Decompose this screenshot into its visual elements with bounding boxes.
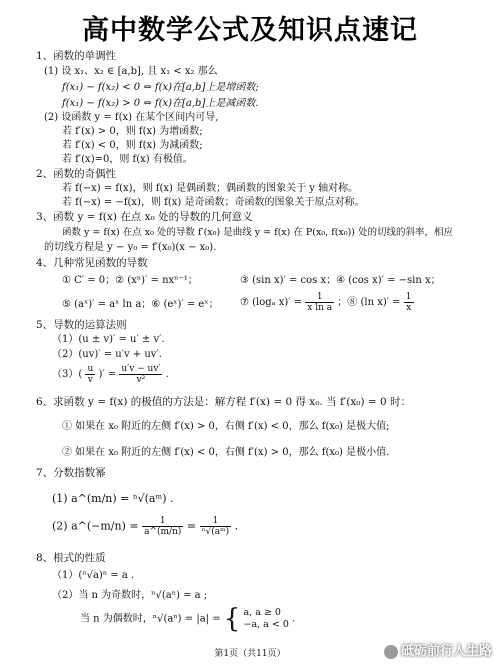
section-5-heading: 5、导数的运算法则 <box>36 319 127 331</box>
s5-line-1: （1）(u ± v)′ = u′ ± v′. <box>52 334 165 345</box>
derivative-formula-3-4: ③ (sin x)′ = cos x；④ (cos x)′ = −sin x； <box>240 275 441 286</box>
s6-line-2: ② 如果在 x₀ 附近的左侧 f′(x) < 0，右侧 f′(x) > 0，那么 f(x₀) 是极小值. <box>62 447 390 458</box>
s7-line-2-equals: = <box>186 519 197 533</box>
s8-line-3-prefix: 当 n 为偶数时，ⁿ√(aⁿ) = |a| = <box>80 613 221 625</box>
cases-brace: { <box>223 604 241 634</box>
s2-line-1: 若 f(−x) = f(x)，则 f(x) 是偶函数；偶函数的图象关于 y 轴对称。 <box>62 183 359 194</box>
formula-8-fraction <box>404 292 414 313</box>
radical-fraction <box>200 516 232 537</box>
negative-exponent-numerator: 1 <box>142 516 183 527</box>
derivative-formula-1-2: ① C′ = 0；② (xⁿ)′ = nxⁿ⁻¹； <box>62 275 198 286</box>
section-2-heading: 2、函数的奇偶性 <box>36 168 117 180</box>
s2-line-2: 若 f(−x) = −f(x)，则 f(x) 是奇函数；奇函数的图象关于原点对称。 <box>62 197 365 208</box>
s5-line-2: （2）(uv)′ = u′v + uv′. <box>52 349 162 360</box>
watermark-text: 砥砺前行人生路 <box>400 644 492 659</box>
derivative-formula-7-8 <box>240 292 414 313</box>
quotient-rule-numerator: u′v − uv′ <box>121 364 161 374</box>
s7-line-2-prefix: (2) a^(−m/n) = <box>52 519 139 533</box>
section-4-heading: 4、几种常见函数的导数 <box>36 257 148 269</box>
watermark-logo-icon <box>384 645 398 659</box>
s8-line-3-end: . <box>292 613 296 625</box>
section-7-heading: 7、分数指数幂 <box>36 467 106 479</box>
s8-line-1: （1）(ⁿ√a)ⁿ = a . <box>52 570 135 581</box>
s3-line-2: 的切线方程是 y − y₀ = f′(x₀)(x − x₀). <box>44 242 217 253</box>
negative-exponent-denominator: a^(m/n) <box>144 527 182 537</box>
formula-7-numerator: 1 <box>305 292 334 303</box>
s1-line-3: f(x₁) − f(x₂) > 0 ⇔ f(x)在[a,b]上是减函数. <box>62 98 259 109</box>
section-6-heading: 6、求函数 y = f(x) 的极值的方法是：解方程 f′(x) = 0 得 x₀. 当 f′(x₀) = 0 时： <box>36 396 412 408</box>
s5-line-3 <box>52 364 169 385</box>
s7-line-1: (1) a^(m/n) = ⁿ√(aᵐ) . <box>52 492 174 505</box>
formula-8-numerator: 1 <box>405 292 412 302</box>
quotient-rule-fraction <box>119 364 162 385</box>
s5-line-3-prefix: （3）( <box>52 369 83 380</box>
radical-numerator: 1 <box>200 516 232 527</box>
quotient-numerator: u <box>87 364 94 374</box>
formula-7-text: ⑦ (logₐ x)′ = <box>240 297 303 308</box>
s5-line-3-mid: )′ = <box>98 369 117 380</box>
page-footer: 第1页（共11页） <box>214 649 286 659</box>
s8-line-2: （2）当 n 为奇数时，ⁿ√(aⁿ) = a ; <box>52 590 208 601</box>
quotient-denominator: v <box>87 375 93 385</box>
case-negative: −a, a < 0 <box>243 619 289 630</box>
formula-7-fraction <box>305 292 334 313</box>
s6-line-1: ① 如果在 x₀ 附近的左侧 f′(x) > 0，右侧 f′(x) < 0，那么 f(x₀) 是极大值; <box>62 421 390 432</box>
s3-line-1: 函数 y = f(x) 在点 x₀ 处的导数 f′(x₀) 是曲线 y = f(x) 在 P(x₀, f(x₀)) 处的切线的斜率，相应 <box>62 227 454 238</box>
section-1-heading: 1、函数的单调性 <box>36 50 117 62</box>
s1-line-4: (2) 设函数 y = f(x) 在某个区间内可导, <box>44 112 219 123</box>
watermark <box>384 640 492 659</box>
formula-8-denominator: x <box>406 303 412 313</box>
cases-block <box>244 607 289 631</box>
formula-8-text: ；⑧ (ln x)′ = <box>337 297 401 308</box>
formula-7-denominator: x ln a <box>307 303 333 313</box>
s1-line-2: f(x₁) − f(x₂) < 0 ⇔ f(x)在[a,b]上是增函数; <box>62 82 259 93</box>
s7-line-2-end: . <box>234 519 239 533</box>
s1-line-5: 若 f′(x) > 0，则 f(x) 为增函数; <box>62 126 203 137</box>
section-8-heading: 8、根式的性质 <box>36 552 106 564</box>
negative-exponent-fraction <box>142 516 183 537</box>
page-title: 高中数学公式及知识点速记 <box>82 15 418 46</box>
s1-line-6: 若 f′(x) < 0，则 f(x) 为减函数; <box>62 140 203 151</box>
s1-line-7: 若 f′(x)=0，则 f(x) 有极值。 <box>62 154 193 165</box>
quotient-rule-denominator: v² <box>136 375 146 385</box>
section-3-heading: 3、函数 y = f(x) 在点 x₀ 处的导数的几何意义 <box>36 211 253 223</box>
s5-line-3-end: . <box>165 369 169 380</box>
s8-line-3 <box>80 606 295 632</box>
quotient-fraction <box>85 364 95 385</box>
s1-line-1: (1) 设 x₁、x₂ ∈ [a,b], 且 x₁ < x₂ 那么 <box>44 66 218 77</box>
case-nonnegative: a, a ≥ 0 <box>243 607 281 618</box>
derivative-formula-5-6: ⑤ (aˣ)′ = aˣ ln a；⑥ (eˣ)′ = eˣ； <box>62 299 219 310</box>
s7-line-2 <box>52 516 238 537</box>
radical-denominator: ⁿ√(aᵐ) <box>201 527 230 537</box>
